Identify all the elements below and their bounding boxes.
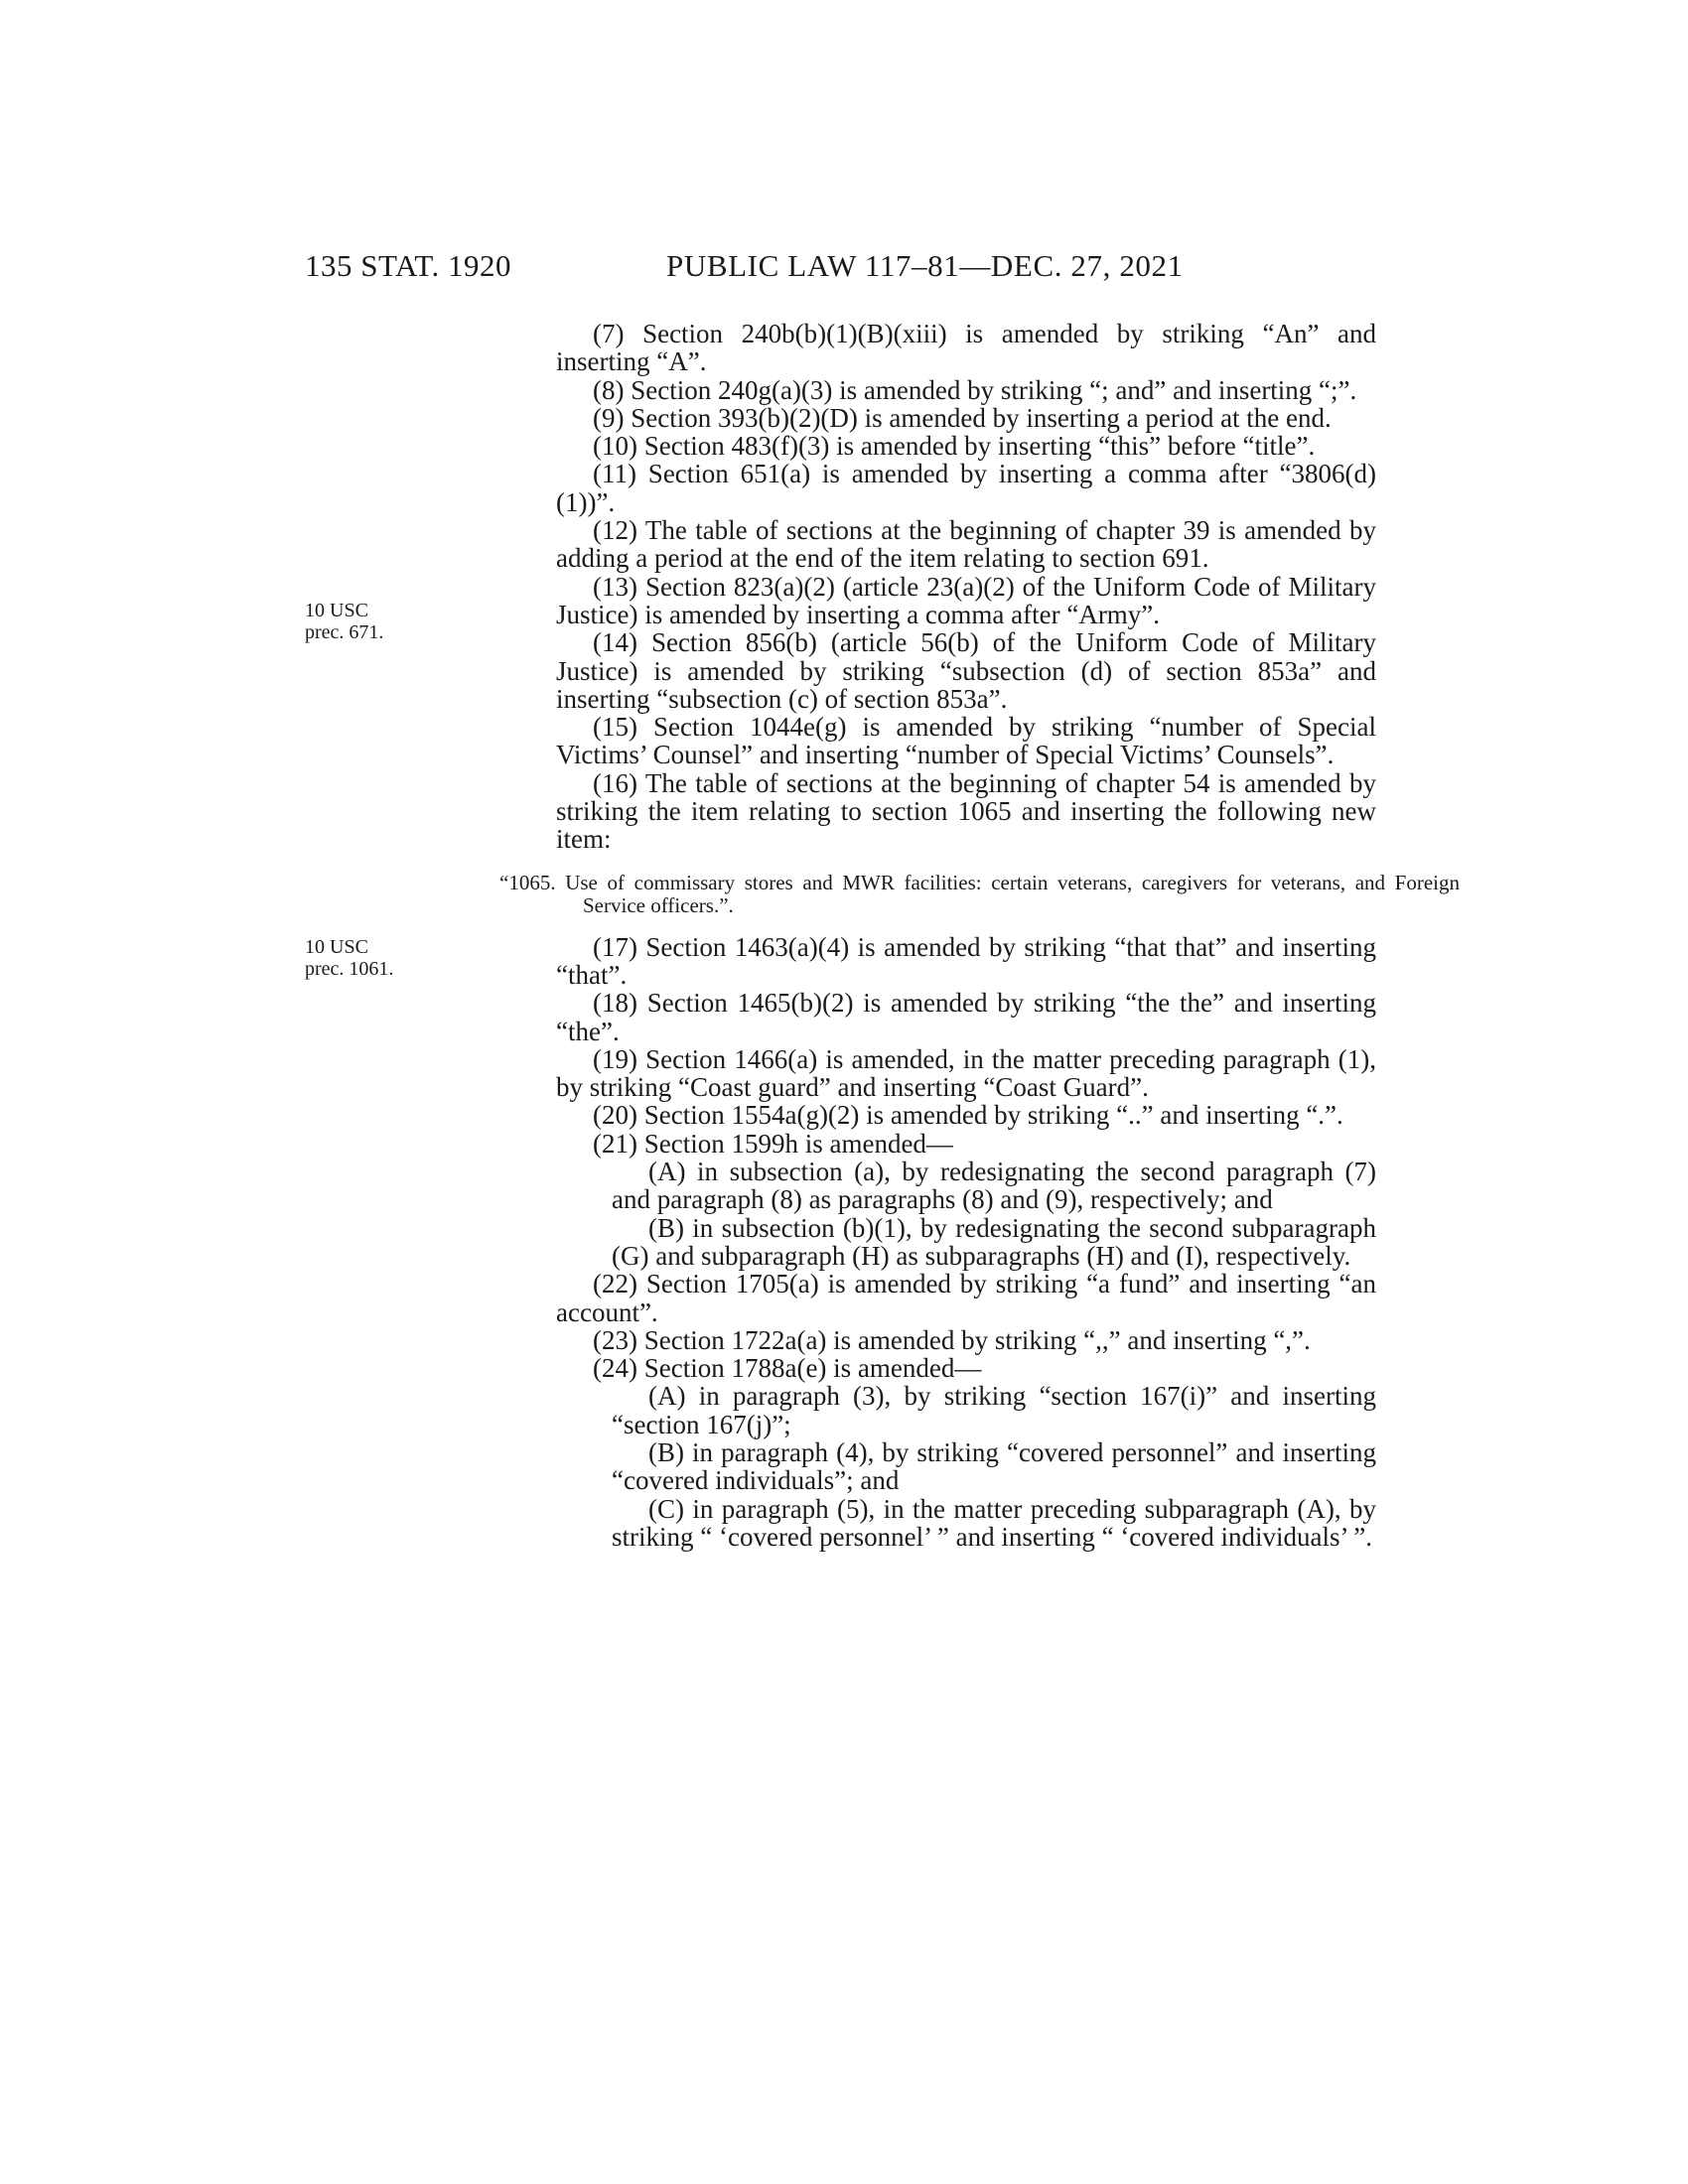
paragraph-13: (13) Section 823(a)(2) (article 23(a)(2) of the Uniform Code of Military Justice) is amended by inserting a comma after “Army”.: [556, 571, 1376, 629]
margin-note-line: 10 USC: [305, 600, 368, 621]
paragraph-22: (22) Section 1705(a) is amended by striking “a fund” and inserting “an account”.: [556, 1269, 1376, 1327]
paragraph-23: (23) Section 1722a(a) is amended by striking “,,” and inserting “,”.: [593, 1324, 1311, 1355]
subparagraph-24-c: (C) in paragraph (5), in the matter preceding subparagraph (A), by striking “ ‘covered personnel’ ” and inserting “ ‘covered individuals’ ”.: [612, 1493, 1376, 1552]
paragraph-17: (17) Section 1463(a)(4) is amended by striking “that that” and inserting “that”.: [556, 931, 1376, 990]
margin-note-prec-1061: [305, 936, 444, 980]
paragraph-7: (7) Section 240b(b)(1)(B)(xiii) is amended by striking “An” and inserting “A”.: [556, 319, 1376, 377]
paragraph-9: (9) Section 393(b)(2)(D) is amended by inserting a period at the end.: [593, 402, 1332, 433]
public-law-title: PUBLIC LAW 117–81—DEC. 27, 2021: [666, 248, 1184, 283]
paragraph-21: (21) Section 1599h is amended—: [593, 1128, 953, 1159]
paragraph-19: (19) Section 1466(a) is amended, in the matter preceding paragraph (1), by striking “Coast guard” and inserting “Coast Guard”.: [556, 1043, 1376, 1103]
paragraph-14: (14) Section 856(b) (article 56(b) of the Uniform Code of Military Justice) is amended by striking “subsection (d) of section 853a” and inserting “subsection (c) of section 853a”.: [556, 627, 1376, 714]
subparagraph-21-b: (B) in subsection (b)(1), by redesignating the second subparagraph (G) and subparagraph (H) as subparagraphs (H) and (I), respectively.: [612, 1212, 1376, 1271]
paragraph-15: (15) Section 1044e(g) is amended by striking “number of Special Victims’ Counsel” and inserting “number of Special Victims’ Counsels”.: [556, 712, 1376, 770]
subparagraph-21-a: (A) in subsection (a), by redesignating the second paragraph (7) and paragraph (8) as paragraphs (8) and (9), respectively; and: [612, 1157, 1376, 1215]
paragraph-10: (10) Section 483(f)(3) is amended by inserting “this” before “title”.: [593, 431, 1316, 462]
paragraph-24: (24) Section 1788a(e) is amended—: [593, 1353, 982, 1384]
subparagraph-24-b: (B) in paragraph (4), by striking “covered personnel” and inserting “covered individuals”; and: [612, 1436, 1376, 1496]
paragraph-18: (18) Section 1465(b)(2) is amended by striking “the the” and inserting “the”.: [556, 988, 1376, 1046]
paragraph-8: (8) Section 240g(a)(3) is amended by striking “; and” and inserting “;”.: [593, 374, 1357, 405]
paragraph-12: (12) The table of sections at the beginning of chapter 39 is amended by adding a period at the end of the item relating to section 691.: [556, 515, 1376, 574]
margin-note-line: prec. 1061.: [305, 958, 394, 980]
margin-note-line: prec. 671.: [305, 621, 384, 643]
page-header: [305, 248, 1377, 288]
stat-citation: 135 STAT. 1920: [305, 248, 512, 283]
margin-note-prec-671: [305, 600, 444, 643]
document-body: [499, 319, 1460, 1552]
subparagraph-24-a: (A) in paragraph (3), by striking “section 167(i)” and inserting “section 167(j)”;: [612, 1381, 1376, 1439]
paragraph-16: (16) The table of sections at the beginning of chapter 54 is amended by striking the item relating to section 1065 and inserting the following new item:: [556, 767, 1376, 855]
margin-note-line: 10 USC: [305, 936, 368, 958]
inserted-table-item: “1065. Use of commissary stores and MWR facilities: certain veterans, caregivers for veterans, and Foreign Service officers.”.: [499, 870, 1460, 917]
paragraph-11: (11) Section 651(a) is amended by inserting a comma after “3806(d)(1))”.: [556, 459, 1376, 517]
paragraph-20: (20) Section 1554a(g)(2) is amended by striking “..” and inserting “.”.: [593, 1100, 1343, 1131]
